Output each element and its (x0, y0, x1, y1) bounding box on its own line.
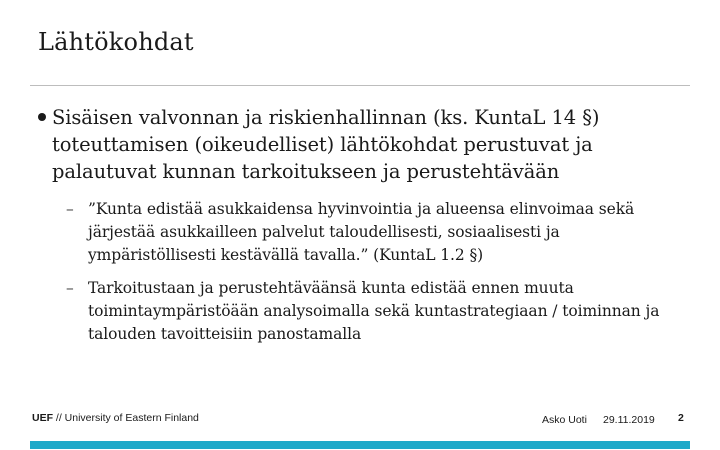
footer-org-name: // University of Eastern Finland (53, 412, 199, 424)
bullet-dot-icon (38, 113, 46, 121)
sub-bullet-text: Tarkoitustaan ja perustehtäväänsä kunta edistää ennen muuta toimintaympäristöään analysoimalla sekä kuntastrategiaan / toiminnan ja talouden tavoitteisiin panostamalla (88, 279, 660, 343)
footer-organization (32, 412, 199, 424)
footer-org-abbrev: UEF (32, 412, 53, 424)
title-divider (30, 85, 690, 86)
page-number: 2 (678, 412, 684, 424)
sub-bullet-1 (66, 198, 676, 267)
dash-icon: – (66, 200, 74, 218)
footer-author: Asko Uoti (542, 414, 587, 426)
footer-accent-bar (30, 441, 690, 449)
sub-bullet-2 (66, 277, 676, 346)
footer (0, 410, 720, 430)
slide-title: Lähtökohdat (38, 28, 194, 56)
dash-icon: – (66, 279, 74, 297)
footer-date: 29.11.2019 (603, 414, 655, 426)
sub-bullet-text: ”Kunta edistää asukkaidensa hyvinvointia ja alueensa elinvoimaa sekä järjestää asukkailleen palvelut taloudellisesti, sosiaalisesti ja ympäristöllisesti kestävällä tavalla.” (KuntaL 1.2 §) (88, 200, 635, 264)
main-bullet (38, 104, 678, 185)
main-bullet-text: Sisäisen valvonnan ja riskienhallinnan (ks. KuntaL 14 §) toteuttamisen (oikeudelliset) lähtökohdat perustuvat ja palautuvat kunnan tarkoitukseen ja perustehtävään (52, 106, 600, 183)
